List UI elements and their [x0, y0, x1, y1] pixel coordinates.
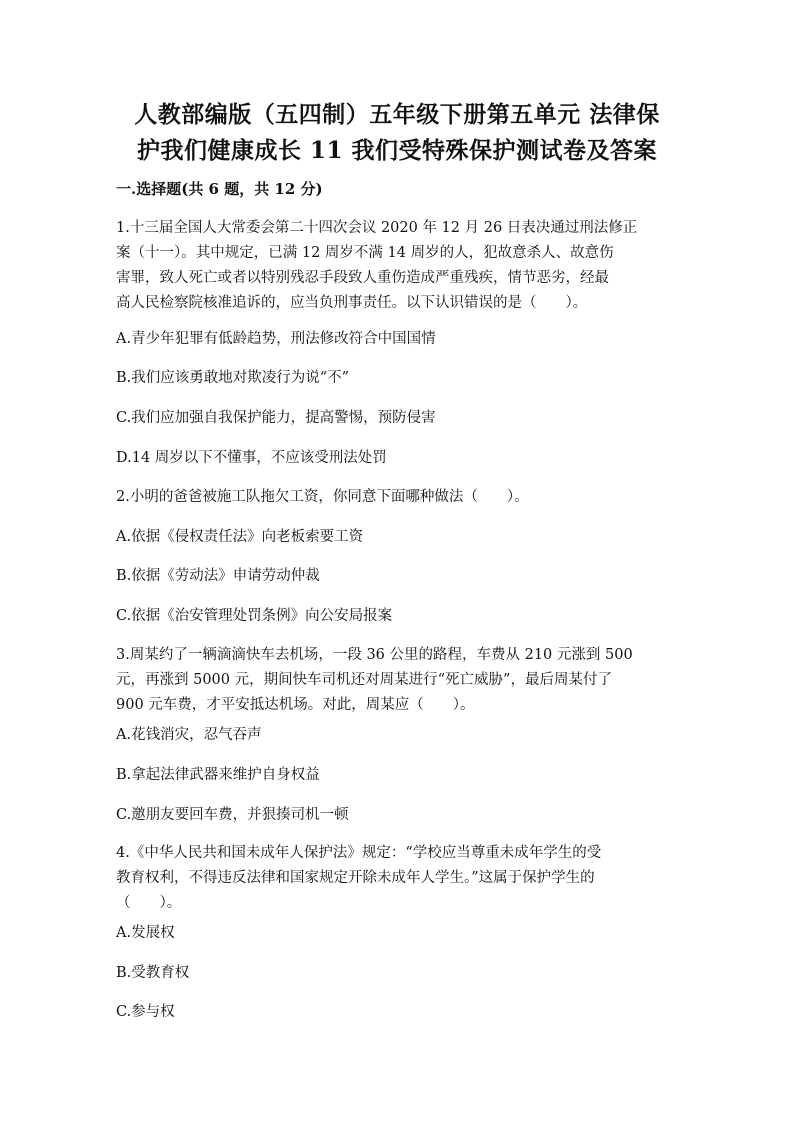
question-2-option-b[interactable]: B.依据《劳动法》申请劳动仲裁 [116, 568, 320, 584]
question-1-option-c[interactable]: C.我们应加强自我保护能力，提高警惕，预防侵害 [116, 410, 436, 426]
question-1-stem-line-4: 高人民检察院核准追诉的，应当负刑事责任。以下认识错误的是（ ）。 [116, 295, 588, 311]
question-4-option-b[interactable]: B.受教育权 [116, 965, 190, 981]
question-3-stem-line-2: 元，再涨到 5000 元，期间快车司机还对周某进行“死亡威胁”，最后周某付了 [116, 672, 612, 688]
question-1-option-b[interactable]: B.我们应该勇敢地对欺凌行为说“不” [116, 370, 350, 386]
question-3-stem-line-3: 900 元车费，才平安抵达机场。对此，周某应（ ）。 [116, 697, 475, 713]
question-2-option-a[interactable]: A.依据《侵权责任法》向老板索要工资 [116, 529, 364, 545]
question-4-stem-line-2: 教育权利，不得违反法律和国家规定开除未成年人学生。”这属于保护学生的 [116, 870, 595, 886]
question-2-option-c[interactable]: C.依据《治安管理处罚条例》向公安局报案 [116, 608, 393, 624]
question-3-option-a[interactable]: A.花钱消灾，忍气吞声 [116, 727, 262, 743]
question-3-option-c[interactable]: C.邀朋友要回车费，并狠揍司机一顿 [116, 807, 349, 823]
question-1-option-a[interactable]: A.青少年犯罪有低龄趋势，刑法修改符合中国国情 [116, 331, 436, 347]
question-1-option-d[interactable]: D.14 周岁以下不懂事，不应该受刑法处罚 [116, 450, 387, 466]
question-3-stem-line-1: 3.周某约了一辆滴滴快车去机场，一段 36 公里的路程，车费从 210 元涨到 500 [116, 647, 633, 663]
question-4-stem-line-3: （ ）。 [116, 895, 182, 911]
question-1-stem-line-2: 案（十一）。其中规定，已满 12 周岁不满 14 周岁的人，犯故意杀人、故意伤 [116, 245, 614, 261]
question-1-stem-line-3: 害罪，致人死亡或者以特别残忍手段致人重伤造成严重残疾，情节恶劣，经最 [116, 270, 609, 286]
question-1-stem-line-1: 1.十三届全国人大常委会第二十四次会议 2020 年 12 月 26 日表决通过刑法修正 [116, 220, 638, 236]
question-2-stem-line-1: 2.小明的爸爸被施工队拖欠工资，你同意下面哪种做法（ ）。 [116, 489, 529, 505]
question-4-option-a[interactable]: A.发展权 [116, 925, 175, 941]
question-3-option-b[interactable]: B.拿起法律武器来维护自身权益 [116, 767, 320, 783]
question-4-option-c[interactable]: C.参与权 [116, 1004, 175, 1020]
document-title-line-2: 护我们健康成长 11 我们受特殊保护测试卷及答案 [136, 137, 658, 164]
section-heading: 一.选择题(共 6 题，共 12 分) [116, 180, 323, 198]
document-title-line-1: 人教部编版（五四制）五年级下册第五单元 法律保 [134, 101, 660, 128]
question-4-stem-line-1: 4.《中华人民共和国未成年人保护法》规定：“学校应当尊重未成年学生的受 [116, 845, 602, 861]
